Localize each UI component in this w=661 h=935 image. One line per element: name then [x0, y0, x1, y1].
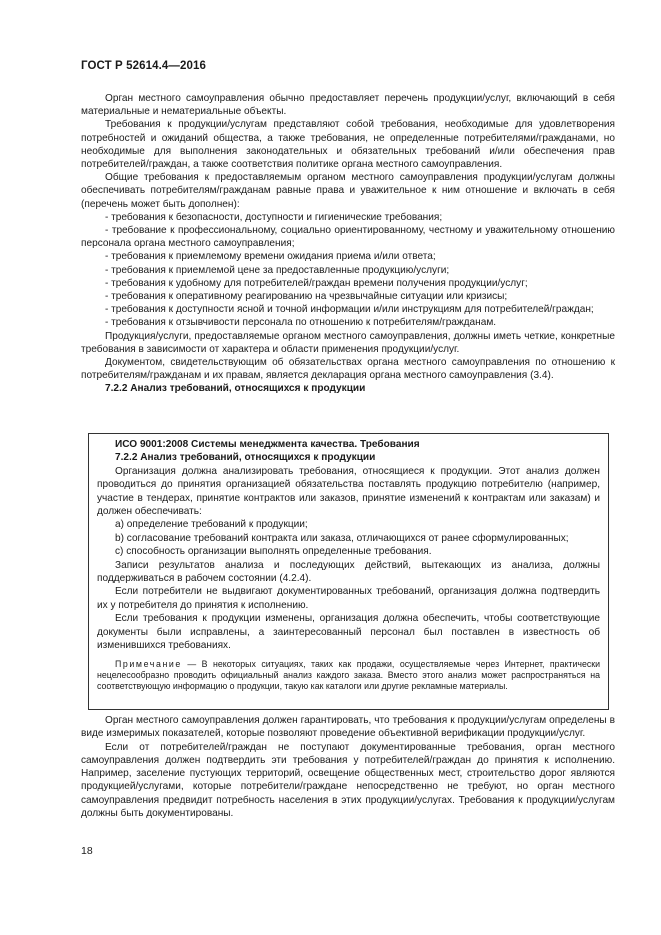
list-item: - требования к оперативному реагированию на чрезвычайные ситуации или кризисы; — [105, 291, 508, 303]
closing-text — [81, 714, 615, 820]
paragraph: Если от потребителей/граждан не поступают документированные требования, орган местного самоуправления должен подтвердить эти требования у потребителей/граждан до принятия к исполнению. Например, заселение пустующих территорий, освещение общественных мест, строительство дорог являются продукцией/услугами, которые потребители/граждане непосредственно не требуют, но орган местного самоуправления предвидит потребность населения в этих продукции/услугах. Требования к продукции/услугам должны быть документированы. — [81, 741, 615, 820]
box-paragraph: Организация должна анализировать требования, относящиеся к продукции. Этот анализ должен проводиться до принятия организацией обязательства поставлять продукцию потребителю (например, участие в тендерах, принятие контрактов или заказов, принятие изменений к контрактам или заказам) и должен обеспечивать: — [97, 465, 600, 518]
list-item: - требования к отзывчивости персонала по отношению к потребителям/гражданам. — [105, 317, 497, 329]
paragraph: Документом, свидетельствующим об обязательствах органа местного самоуправления по отношению к потребителям/гражданам и их правам, является декларация органа местного самоуправления (3.4). — [81, 357, 615, 382]
list-item: - требование к профессиональному, социально ориентированному, честному и уважительному отношению персонала органа местного самоуправления; — [81, 225, 615, 250]
box-paragraph: Если требования к продукции изменены, организация должна обеспечить, чтобы соответствующие документы были исправлены, а заинтересованный персонал был поставлен в известность об изменившихся требованиях. — [97, 613, 600, 652]
paragraph: Продукция/услуги, предоставляемые органом местного самоуправления, должны иметь четкие, конкретные требования в зависимости от характера и области применения продукции/услуг. — [81, 330, 615, 355]
paragraph: Общие требования к предоставляемым органом местного самоуправления продукции/услугам должны обеспечивать потребителям/гражданам равные права и уважительное к ним отношение и включать в себя (перечень может быть дополнен): — [81, 172, 615, 210]
box-title: ИСО 9001:2008 Системы менеджмента качества. Требования — [115, 439, 420, 450]
note-text: — В некоторых ситуациях, таких как продажи, осуществляемые через Интернет, практически нецелесообразно проводить официальный анализ каждого заказа. Вместо этого анализ может распространяться на соответствующую информацию о продукции, такую как каталоги или другие рекламные материалы. — [97, 658, 600, 692]
box-list-item: c) способность организации выполнять определенные требования. — [115, 546, 432, 558]
list-item: - требования к безопасности, доступности и гигиенические требования; — [105, 211, 443, 223]
box-note — [97, 659, 600, 693]
list-item: - требования к удобному для потребителей/граждан времени получения продукции/услуг; — [105, 277, 528, 289]
box-list-item: b) согласование требований контракта или заказа, отличающихся от ранее сформулированных; — [115, 532, 569, 544]
paragraph: Требования к продукции/услугам представляют собой требования, необходимые для удовлетворения потребностей и ожиданий общества, а также требования, не определенные потребителями/гражданами, но необходимые для выполнения законодательных и обязательных требований и/или обеспечения прав потребителей/граждан, а также соответствия политике органа местного самоуправления. — [81, 119, 615, 171]
page-number: 18 — [81, 845, 93, 857]
box-paragraph: Если потребители не выдвигают документированных требований, организация должна подтвердить их у потребителя до принятия к исполнению. — [97, 586, 600, 611]
box-list-item: a) определение требований к продукции; — [115, 519, 308, 531]
list-item: - требования к приемлемой цене за предоставленные продукцию/услуги; — [105, 264, 450, 276]
list-item: - требования к приемлемому времени ожидания приема и/или ответа; — [105, 251, 436, 263]
paragraph: Орган местного самоуправления должен гарантировать, что требования к продукции/услугам определены в виде измеримых показателей, которые позволяют проведение объективной верификации продукции/услуг. — [81, 715, 615, 740]
note-label: Примечание — [115, 658, 182, 669]
list-item: - требования к доступности ясной и точной информации и/или инструкциям для потребителей/граждан; — [105, 304, 594, 316]
box-subtitle: 7.2.2 Анализ требований, относящихся к продукции — [115, 452, 376, 464]
document-header: ГОСТ Р 52614.4—2016 — [81, 60, 206, 72]
iso-quote-box — [88, 433, 609, 710]
box-paragraph: Записи результатов анализа и последующих действий, вытекающих из анализа, должны поддерживаться в рабочем состоянии (4.2.4). — [97, 559, 600, 585]
paragraph: Орган местного самоуправления обычно предоставляет перечень продукции/услуг, включающий в себя материальные и нематериальные объекты. — [81, 93, 615, 118]
section-heading: 7.2.2 Анализ требований, относящихся к продукции — [105, 383, 366, 395]
main-text — [81, 92, 615, 396]
